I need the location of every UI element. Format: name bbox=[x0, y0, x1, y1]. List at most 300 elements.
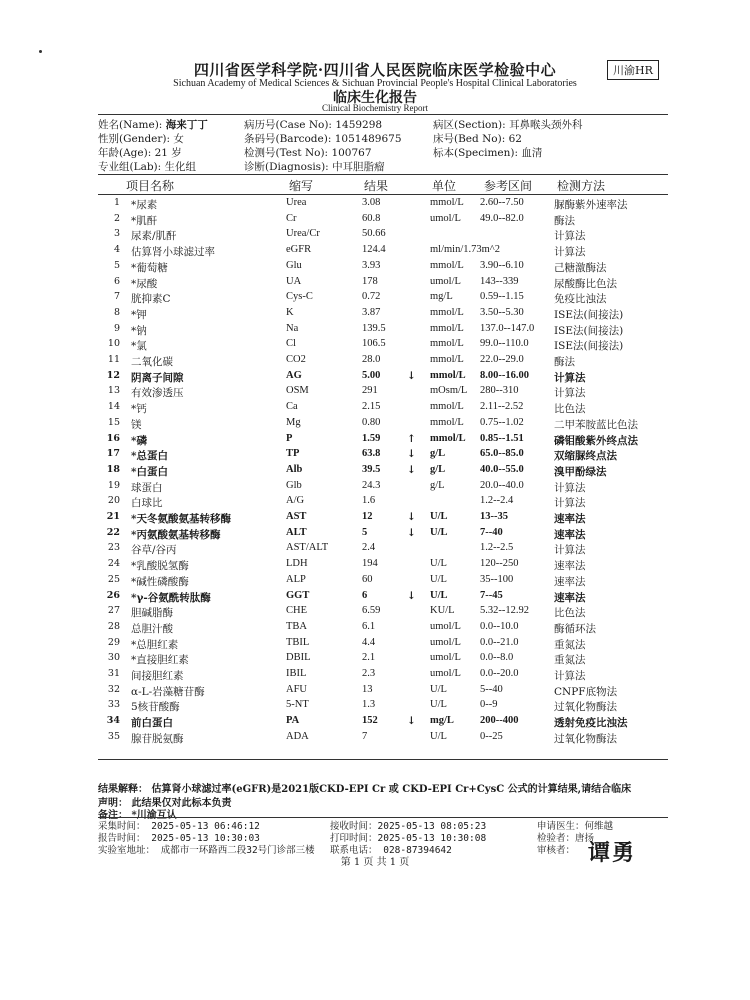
test-method: 过氧化物酶法 bbox=[554, 732, 617, 745]
test-result: 0.80 bbox=[362, 416, 381, 428]
test-label: 检测号(Test No): bbox=[244, 147, 329, 159]
row-number: 12 bbox=[106, 369, 120, 381]
tester: 检验者：唐扬 bbox=[537, 833, 595, 844]
reference-range: 0--25 bbox=[480, 730, 503, 742]
collect-time: 采集时间： 2025-05-13 06:46:12 bbox=[98, 821, 260, 832]
table-row bbox=[0, 213, 750, 229]
scan-speck bbox=[39, 50, 42, 53]
section-field bbox=[433, 117, 583, 132]
test-name: 尿素/肌酐 bbox=[131, 230, 177, 243]
test-method: 溴甲酚绿法 bbox=[554, 465, 607, 478]
barcode-field bbox=[244, 131, 402, 146]
test-unit: mg/L bbox=[430, 715, 454, 727]
barcode-value: 1051489675 bbox=[334, 133, 402, 145]
reference-range: 143--339 bbox=[480, 275, 519, 287]
test-method: 过氧化物酶法 bbox=[554, 701, 617, 714]
statement: 声明： 此结果仅对此标本负责 bbox=[98, 798, 232, 809]
test-unit: U/L bbox=[430, 526, 448, 538]
row-number: 19 bbox=[107, 479, 120, 491]
test-result: 124.4 bbox=[362, 244, 386, 256]
reference-range: 7--40 bbox=[480, 526, 503, 538]
test-name: *直接胆红素 bbox=[131, 654, 189, 667]
remark: 备注： *川渝互认 bbox=[98, 810, 177, 821]
test-abbr: A/G bbox=[286, 495, 305, 507]
test-unit: mOsm/L bbox=[430, 385, 468, 397]
test-unit: umol/L bbox=[430, 636, 461, 648]
row-number: 17 bbox=[106, 448, 120, 460]
test-method: 计算法 bbox=[554, 246, 586, 259]
test-unit: umol/L bbox=[430, 275, 461, 287]
row-number: 20 bbox=[107, 495, 120, 507]
reference-range: 8.00--16.00 bbox=[480, 369, 529, 381]
test-name: 胱抑素C bbox=[131, 293, 171, 306]
test-abbr: ADA bbox=[286, 730, 309, 742]
row-number: 2 bbox=[113, 212, 120, 224]
reference-range: 2.60--7.50 bbox=[480, 197, 524, 208]
test-result: 291 bbox=[362, 385, 378, 397]
test-unit: umol/L bbox=[430, 212, 461, 224]
barcode-label: 条码号(Barcode): bbox=[244, 133, 332, 145]
report-subtitle: Clinical Biochemistry Report bbox=[322, 103, 428, 113]
test-abbr: P bbox=[286, 432, 293, 444]
test-method: 计算法 bbox=[554, 497, 586, 510]
test-abbr: Mg bbox=[286, 416, 301, 428]
row-number: 28 bbox=[107, 620, 120, 632]
report-title: 临床生化报告 bbox=[333, 90, 417, 106]
region-stamp: 川渝HR bbox=[607, 60, 659, 80]
table-row bbox=[0, 417, 750, 433]
reference-range: 0.85--1.51 bbox=[480, 432, 524, 444]
test-method: 计算法 bbox=[554, 230, 586, 243]
table-row bbox=[0, 684, 750, 700]
table-row bbox=[0, 354, 750, 370]
test-method: 酶法 bbox=[554, 356, 575, 368]
table-row bbox=[0, 338, 750, 354]
test-result: 7 bbox=[362, 730, 368, 742]
test-method: 计算法 bbox=[554, 544, 586, 557]
section-value: 耳鼻喉头颈外科 bbox=[509, 119, 583, 131]
bed-value: 62 bbox=[508, 133, 522, 145]
table-row bbox=[0, 527, 750, 543]
specimen-value: 血清 bbox=[521, 147, 543, 159]
test-name: 间接胆红素 bbox=[131, 670, 184, 682]
abnormal-flag: ↓ bbox=[407, 463, 416, 476]
test-name: 二氧化碳 bbox=[131, 356, 173, 368]
reference-range: 1.2--2.4 bbox=[480, 495, 514, 507]
test-abbr: ALP bbox=[286, 573, 306, 585]
result-interpretation: 结果解释： 估算肾小球滤过率(eGFR)是2021版CKD-EPI Cr 或 CKD-EPI Cr+CysC 公式的计算结果,请结合临床 bbox=[98, 784, 632, 795]
test-result: 6.1 bbox=[362, 620, 376, 632]
reference-range: 99.0--110.0 bbox=[480, 338, 529, 350]
test-unit: mmol/L bbox=[430, 338, 464, 350]
test-abbr: Ca bbox=[286, 401, 298, 413]
test-result: 2.4 bbox=[362, 542, 376, 554]
test-result: 2.15 bbox=[362, 401, 381, 413]
test-method: 计算法 bbox=[554, 670, 586, 682]
header-divider bbox=[98, 114, 668, 115]
test-abbr: Cl bbox=[286, 338, 296, 350]
test-method: ISE法(间接法) bbox=[554, 340, 624, 353]
test-method: 双缩脲终点法 bbox=[554, 450, 617, 463]
table-row bbox=[0, 668, 750, 684]
test-name: *氯 bbox=[131, 340, 147, 353]
test-method: 二甲苯胺蓝比色法 bbox=[554, 418, 638, 431]
bed-field bbox=[433, 131, 522, 146]
test-result: 4.4 bbox=[362, 636, 376, 648]
abnormal-flag: ↓ bbox=[407, 589, 416, 602]
lab-phone: 联系电话： 028-87394642 bbox=[330, 845, 452, 856]
test-result: 39.5 bbox=[362, 463, 381, 475]
test-unit: umol/L bbox=[430, 652, 461, 664]
case-label: 病历号(Case No): bbox=[244, 119, 332, 131]
test-abbr: DBIL bbox=[286, 652, 311, 664]
test-abbr: Glu bbox=[286, 259, 302, 271]
col-header-unit: 单位 bbox=[432, 179, 457, 193]
table-row bbox=[0, 542, 750, 558]
test-abbr: PA bbox=[286, 715, 300, 727]
test-method: 己糖激酶法 bbox=[554, 261, 607, 274]
test-name: *丙氨酸氨基转移酶 bbox=[131, 528, 221, 541]
test-abbr: K bbox=[286, 306, 294, 318]
reference-range: 20.0--40.0 bbox=[480, 479, 524, 491]
test-unit: ml/min/1.73m^2 bbox=[430, 244, 500, 256]
test-unit: U/L bbox=[430, 573, 447, 585]
row-number: 29 bbox=[107, 636, 120, 648]
test-unit: mmol/L bbox=[430, 369, 466, 381]
reference-range: 5--40 bbox=[480, 683, 503, 695]
patient-name-field bbox=[98, 117, 208, 132]
test-name: *磷 bbox=[131, 434, 147, 447]
test-name: *总蛋白 bbox=[131, 450, 168, 463]
test-result: 1.3 bbox=[362, 699, 376, 711]
reference-range: 137.0--147.0 bbox=[480, 322, 535, 334]
test-method: 透射免疫比浊法 bbox=[554, 717, 628, 730]
table-end-divider bbox=[98, 759, 668, 760]
reference-range: 5.32--12.92 bbox=[480, 605, 529, 617]
age-value: 21 岁 bbox=[154, 147, 182, 159]
test-result: 60.8 bbox=[362, 212, 381, 224]
row-number: 22 bbox=[106, 526, 120, 538]
test-name: 谷草/谷丙 bbox=[131, 544, 177, 557]
abnormal-flag: ↓ bbox=[407, 511, 416, 523]
test-unit: U/L bbox=[430, 683, 447, 695]
row-number: 10 bbox=[107, 338, 120, 350]
test-name: 白球比 bbox=[131, 497, 163, 510]
table-row bbox=[0, 385, 750, 401]
test-name: *尿酸 bbox=[131, 277, 158, 290]
reference-range: 3.90--6.10 bbox=[480, 259, 524, 271]
test-abbr: Na bbox=[286, 322, 299, 334]
table-row bbox=[0, 370, 750, 386]
reference-range: 7--45 bbox=[480, 589, 503, 601]
specimen-field bbox=[433, 145, 542, 160]
table-row bbox=[0, 307, 750, 323]
table-row bbox=[0, 590, 750, 606]
lab-address: 实验室地址： 成都市一环路西二段32号门诊部三楼 bbox=[98, 845, 315, 856]
row-number: 14 bbox=[107, 401, 120, 413]
test-unit: mmol/L bbox=[430, 306, 464, 318]
test-unit: g/L bbox=[430, 448, 446, 460]
test-abbr: Alb bbox=[286, 463, 303, 475]
test-name: *碱性磷酸酶 bbox=[131, 575, 189, 588]
table-row bbox=[0, 574, 750, 590]
reference-range: 65.0--85.0 bbox=[480, 448, 524, 460]
test-method: 重氮法 bbox=[554, 638, 586, 651]
column-header-divider bbox=[98, 194, 668, 195]
test-method: 酶循环法 bbox=[554, 622, 596, 635]
abnormal-flag: ↓ bbox=[407, 526, 416, 539]
test-name: 镁 bbox=[131, 418, 142, 431]
reference-range: 35--100 bbox=[480, 573, 514, 585]
specimen-label: 标本(Specimen): bbox=[433, 147, 519, 159]
reference-range: 0.0--10.0 bbox=[480, 620, 519, 632]
test-method: 速率法 bbox=[554, 528, 586, 541]
abnormal-flag: ↓ bbox=[407, 369, 416, 382]
reference-range: 40.0--55.0 bbox=[480, 463, 524, 475]
test-abbr: CO2 bbox=[286, 354, 306, 365]
reference-range: 0.0--21.0 bbox=[480, 636, 519, 648]
test-result: 0.72 bbox=[362, 291, 381, 303]
test-result: 139.5 bbox=[362, 322, 386, 334]
test-abbr: Urea/Cr bbox=[286, 228, 320, 240]
row-number: 33 bbox=[107, 699, 120, 711]
row-number: 15 bbox=[107, 416, 120, 428]
test-result: 24.3 bbox=[362, 479, 381, 491]
test-unit: U/L bbox=[430, 511, 448, 522]
table-row bbox=[0, 637, 750, 653]
test-name: 胆碱脂酶 bbox=[131, 607, 173, 620]
row-number: 31 bbox=[107, 668, 120, 679]
table-row bbox=[0, 731, 750, 747]
test-no-field bbox=[244, 145, 372, 160]
age-field bbox=[98, 145, 182, 160]
row-number: 1 bbox=[113, 197, 120, 208]
test-method: ISE法(间接法) bbox=[554, 308, 624, 321]
test-result: 13 bbox=[362, 683, 373, 695]
reference-range: 120--250 bbox=[480, 558, 519, 570]
test-abbr: TBIL bbox=[286, 636, 310, 648]
test-unit: g/L bbox=[430, 463, 446, 475]
table-row bbox=[0, 228, 750, 244]
test-method: 速率法 bbox=[554, 560, 586, 573]
row-number: 32 bbox=[107, 683, 120, 695]
test-unit: U/L bbox=[430, 589, 448, 601]
reference-range: 49.0--82.0 bbox=[480, 212, 524, 224]
test-unit: U/L bbox=[430, 730, 447, 742]
table-row bbox=[0, 699, 750, 715]
test-result: 6.59 bbox=[362, 605, 381, 617]
row-number: 25 bbox=[107, 573, 120, 585]
test-unit: umol/L bbox=[430, 620, 461, 632]
test-name: *钠 bbox=[131, 324, 147, 337]
table-row bbox=[0, 480, 750, 496]
diagnosis-field bbox=[244, 159, 385, 174]
test-name: *肌酐 bbox=[131, 214, 158, 227]
test-result: 178 bbox=[362, 275, 378, 287]
table-row bbox=[0, 197, 750, 213]
test-abbr: OSM bbox=[286, 385, 309, 397]
case-no-field bbox=[244, 117, 382, 132]
test-result: 60 bbox=[362, 573, 373, 585]
col-header-result: 结果 bbox=[364, 179, 389, 193]
test-abbr: Urea bbox=[286, 197, 307, 208]
test-abbr: AG bbox=[286, 369, 302, 381]
reference-range: 2.11--2.52 bbox=[480, 401, 524, 413]
test-abbr: LDH bbox=[286, 558, 308, 570]
test-abbr: AFU bbox=[286, 683, 308, 695]
table-row bbox=[0, 260, 750, 276]
abnormal-flag: ↓ bbox=[407, 448, 416, 461]
test-name: *γ-谷氨酰转肽酶 bbox=[131, 591, 211, 604]
test-result: 152 bbox=[362, 715, 378, 727]
test-abbr: UA bbox=[286, 275, 302, 287]
age-label: 年龄(Age): bbox=[98, 147, 152, 159]
table-row bbox=[0, 621, 750, 637]
col-header-ref: 参考区间 bbox=[484, 179, 533, 193]
reference-range: 0.59--1.15 bbox=[480, 291, 524, 303]
gender-field bbox=[98, 131, 184, 146]
page-number: 第 1 页 共 1 页 bbox=[340, 857, 410, 868]
row-number: 3 bbox=[113, 228, 120, 240]
test-method: 尿酸酶比色法 bbox=[554, 277, 617, 290]
table-row bbox=[0, 323, 750, 339]
reference-range: 1.2--2.5 bbox=[480, 542, 514, 554]
row-number: 35 bbox=[107, 730, 120, 742]
lab-field bbox=[98, 159, 196, 174]
test-result: 1.59 bbox=[362, 432, 381, 444]
test-unit: mmol/L bbox=[430, 322, 464, 334]
section-label: 病区(Section): bbox=[433, 119, 506, 131]
test-abbr: CHE bbox=[286, 605, 307, 617]
test-unit: mmol/L bbox=[430, 197, 464, 208]
test-result: 3.93 bbox=[362, 259, 381, 271]
row-number: 5 bbox=[113, 259, 120, 271]
row-number: 7 bbox=[113, 291, 120, 303]
lab-title-cn: 四川省医学科学院·四川省人民医院临床医学检验中心 bbox=[193, 61, 557, 79]
test-name: *天冬氨酸氨基转移酶 bbox=[131, 513, 231, 525]
info-divider bbox=[98, 174, 668, 175]
test-method: 比色法 bbox=[554, 607, 586, 620]
test-name: 阴离子间隙 bbox=[131, 371, 184, 384]
gender-value: 女 bbox=[173, 133, 184, 145]
lab-value: 生化组 bbox=[164, 161, 197, 173]
table-row bbox=[0, 605, 750, 621]
reference-range: 280--310 bbox=[480, 385, 519, 397]
test-abbr: ALT bbox=[286, 526, 307, 538]
row-number: 4 bbox=[113, 244, 120, 256]
test-abbr: eGFR bbox=[286, 244, 312, 256]
test-method: 速率法 bbox=[554, 591, 586, 604]
reference-range: 0.75--1.02 bbox=[480, 416, 524, 428]
diagnosis-label: 诊断(Diagnosis): bbox=[244, 161, 329, 173]
table-row bbox=[0, 448, 750, 464]
abnormal-flag: ↑ bbox=[407, 432, 416, 445]
test-method: ISE法(间接法) bbox=[554, 324, 624, 337]
table-row bbox=[0, 558, 750, 574]
test-unit: mmol/L bbox=[430, 416, 464, 428]
table-row bbox=[0, 401, 750, 417]
test-abbr: TP bbox=[286, 448, 300, 460]
test-name: 球蛋白 bbox=[131, 481, 163, 494]
test-result: 194 bbox=[362, 558, 378, 570]
test-name: 有效渗透压 bbox=[131, 387, 184, 400]
test-unit: U/L bbox=[430, 699, 447, 711]
name-label: 姓名(Name): bbox=[98, 119, 163, 131]
test-abbr: Cys-C bbox=[286, 291, 313, 303]
test-abbr: IBIL bbox=[286, 668, 307, 679]
test-name: 腺苷脱氨酶 bbox=[131, 732, 184, 745]
test-result: 63.8 bbox=[362, 448, 381, 460]
report-time: 报告时间： 2025-05-13 10:30:03 bbox=[98, 833, 260, 844]
test-name: *钙 bbox=[131, 403, 147, 416]
col-header-method: 检测方法 bbox=[557, 179, 606, 193]
row-number: 8 bbox=[113, 306, 120, 318]
test-unit: g/L bbox=[430, 479, 445, 491]
receive-time: 接收时间：2025-05-13 08:05:23 bbox=[330, 821, 487, 832]
row-number: 16 bbox=[106, 432, 120, 444]
case-no: 1459298 bbox=[335, 119, 383, 131]
test-result: 1.6 bbox=[362, 495, 376, 507]
test-name: 总胆汁酸 bbox=[131, 622, 173, 635]
test-abbr: TBA bbox=[286, 620, 307, 632]
test-abbr: AST bbox=[286, 511, 307, 522]
row-number: 11 bbox=[107, 354, 120, 365]
test-method: 速率法 bbox=[554, 513, 586, 525]
row-number: 18 bbox=[106, 463, 120, 475]
reference-range: 0--9 bbox=[480, 699, 498, 711]
test-result: 3.08 bbox=[362, 197, 381, 208]
test-unit: KU/L bbox=[430, 605, 455, 617]
test-result: 5 bbox=[362, 526, 368, 538]
test-unit: mmol/L bbox=[430, 354, 464, 365]
print-time: 打印时间：2025-05-13 10:30:08 bbox=[330, 833, 487, 844]
row-number: 9 bbox=[113, 322, 120, 334]
test-method: 磷钼酸紫外终点法 bbox=[554, 434, 638, 447]
reference-range: 13--35 bbox=[480, 511, 508, 522]
test-unit: mmol/L bbox=[430, 432, 466, 444]
test-unit: U/L bbox=[430, 558, 447, 570]
test-name: *白蛋白 bbox=[131, 465, 168, 478]
test-result: 6 bbox=[362, 589, 368, 601]
test-method: 酶法 bbox=[554, 214, 575, 227]
reference-range: 200--400 bbox=[480, 715, 519, 727]
col-header-name: 项目名称 bbox=[126, 179, 175, 193]
test-name: 前白蛋白 bbox=[131, 717, 173, 730]
test-abbr: 5-NT bbox=[286, 699, 309, 711]
test-method: 重氮法 bbox=[554, 654, 586, 667]
test-no: 100767 bbox=[331, 147, 372, 159]
test-result: 50.66 bbox=[362, 228, 386, 240]
row-number: 6 bbox=[113, 275, 120, 287]
test-name: *总胆红素 bbox=[131, 638, 179, 651]
patient-name: 海来丁丁 bbox=[165, 119, 208, 131]
test-method: 计算法 bbox=[554, 481, 586, 494]
test-unit: mmol/L bbox=[430, 259, 464, 271]
test-result: 106.5 bbox=[362, 338, 386, 350]
test-name: *钾 bbox=[131, 308, 147, 321]
test-name: *葡萄糖 bbox=[131, 261, 168, 274]
reference-range: 0.0--20.0 bbox=[480, 668, 519, 679]
test-unit: umol/L bbox=[430, 668, 461, 679]
abnormal-flag: ↓ bbox=[407, 715, 416, 728]
test-abbr: Cr bbox=[286, 212, 297, 224]
test-name: *乳酸脱氢酶 bbox=[131, 560, 189, 573]
row-number: 27 bbox=[107, 605, 120, 617]
reviewer-signature: 谭勇 bbox=[588, 841, 637, 866]
row-number: 26 bbox=[106, 589, 120, 601]
reference-range: 0.0--8.0 bbox=[480, 652, 514, 664]
test-result: 12 bbox=[362, 511, 373, 522]
